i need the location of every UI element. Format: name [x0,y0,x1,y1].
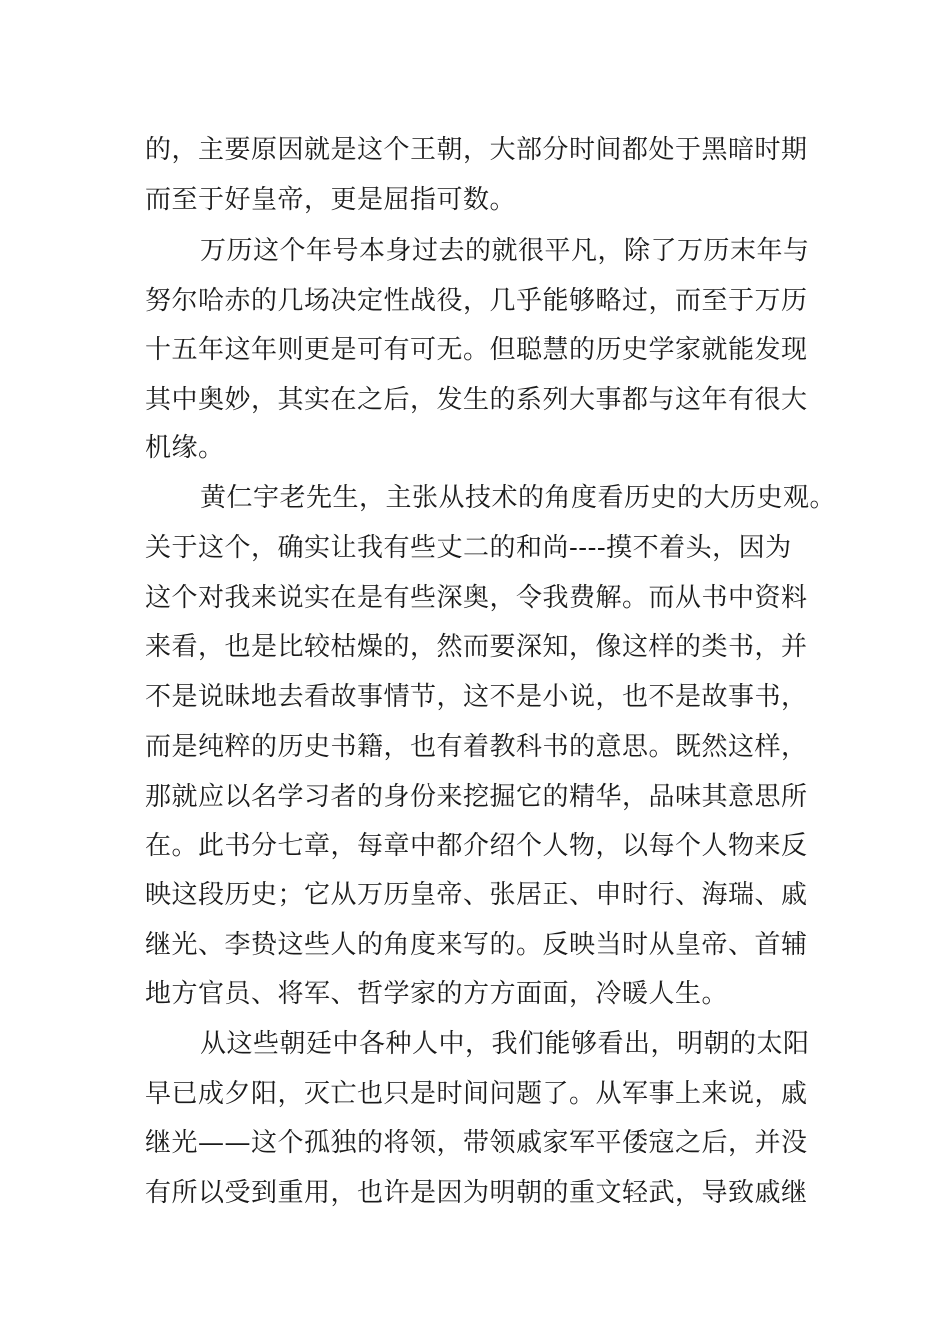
text-line-15: 在。此书分七章，每章中都介绍个人物，以每个人物来反 [145,831,808,861]
text-line-9: 关于这个，确实让我有些丈二的和尚----摸不着头，因为 [145,533,792,563]
text-line-5: 十五年这年则更是可有可无。但聪慧的历史学家就能发现 [145,335,808,365]
text-line-20: 早已成夕阳，灭亡也只是时间问题了。从军事上来说，戚 [145,1079,808,1109]
text-line-6: 其中奥妙，其实在之后，发生的系列大事都与这年有很大 [145,385,808,415]
text-line-12: 不是说昧地去看故事情节，这不是小说，也不是故事书， [145,682,808,712]
text-line-21: 继光——这个孤独的将领，带领戚家军平倭寇之后，并没 [145,1128,808,1158]
text-line-22: 有所以受到重用，也许是因为明朝的重文轻武，导致戚继 [145,1178,808,1208]
text-line-4: 努尔哈赤的几场决定性战役，几乎能够略过，而至于万历 [145,286,808,316]
text-line-7: 机缘。 [145,433,225,463]
text-line-1: 的，主要原因就是这个王朝，大部分时间都处于黑暗时期 [145,135,808,165]
text-line-3: 万历这个年号本身过去的就很平凡，除了万历末年与 [200,236,810,266]
text-line-10: 这个对我来说实在是有些深奥，令我费解。而从书中资料 [145,583,808,613]
text-line-19: 从这些朝廷中各种人中，我们能够看出，明朝的太阳 [200,1029,810,1059]
text-line-13: 而是纯粹的历史书籍，也有着教科书的意思。既然这样， [145,732,808,762]
text-line-11: 来看，也是比较枯燥的，然而要深知，像这样的类书，并 [145,632,808,662]
text-line-2: 而至于好皇帝，更是屈指可数。 [145,185,517,215]
text-line-17: 继光、李贽这些人的角度来写的。反映当时从皇帝、首辅 [145,930,808,960]
text-line-8: 黄仁宇老先生，主张从技术的角度看历史的大历史观。 [200,483,837,513]
text-line-14: 那就应以名学习者的身份来挖掘它的精华，品味其意思所 [145,782,808,812]
text-line-16: 映这段历史；它从万历皇帝、张居正、申时行、海瑞、戚 [145,880,808,910]
text-line-18: 地方官员、将军、哲学家的方方面面，冷暖人生。 [145,979,729,1009]
